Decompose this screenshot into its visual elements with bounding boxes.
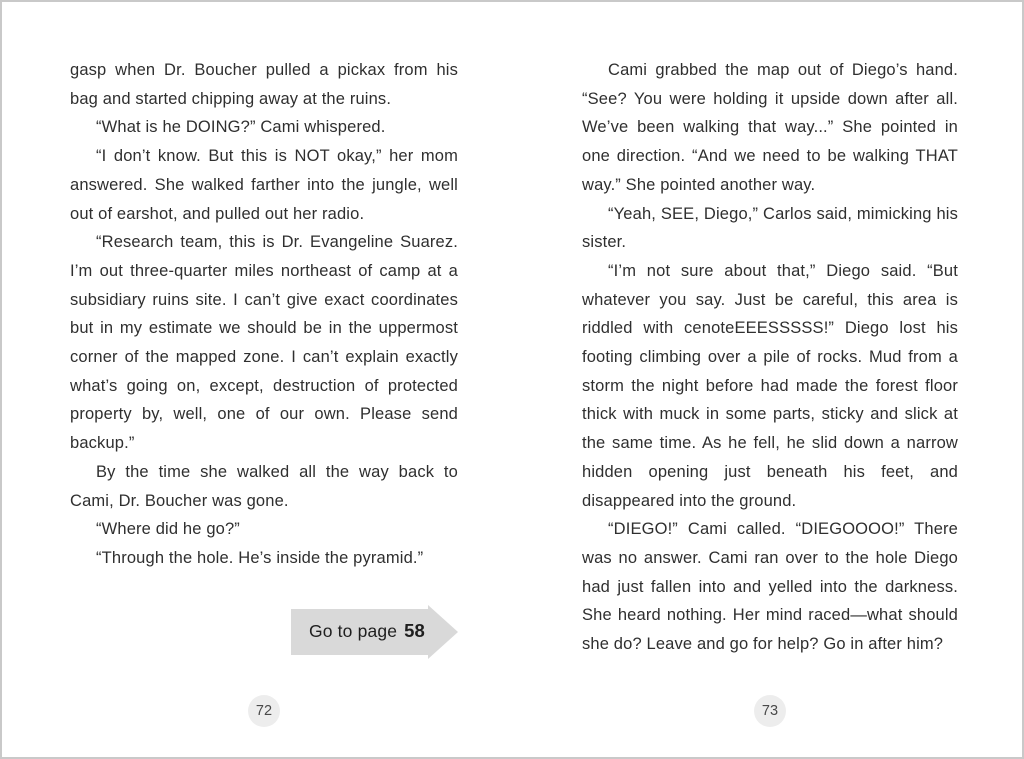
goto-page-arrow-body xyxy=(291,609,428,655)
paragraph: “I’m not sure about that,” Diego said. “But whatever you say. Just be careful, this area is riddled with cenoteEEESSSSS!” Diego lost his footing climbing over a pile of rocks. Mud from a storm the night before had made the forest floor thick with muck in some parts, sticky and slick at the same time. As he fell, he slid down a narrow hidden opening just beneath his feet, and disappeared into the ground. xyxy=(582,261,958,510)
goto-page-label: Go to page xyxy=(309,621,398,642)
paragraph: gasp when Dr. Boucher pulled a pickax from his bag and started chipping away at the ruins. xyxy=(70,61,458,108)
page-right-text xyxy=(582,56,958,659)
page-footer-right xyxy=(582,695,958,727)
page-number-badge: 72 xyxy=(248,695,280,727)
paragraph: “What is he DOING?” Cami whispered. xyxy=(96,118,386,137)
paragraph: Cami grabbed the map out of Diego’s hand. “See? You were holding it upside down after all. We’ve been walking that way...” She pointed in one direction. “And we need to be walking THAT way.” She pointed another way. xyxy=(582,61,958,194)
paragraph: By the time she walked all the way back to Cami, Dr. Boucher was gone. xyxy=(70,462,458,510)
paragraph: “Through the hole. He’s inside the pyramid.” xyxy=(96,548,424,567)
paragraph: “DIEGO!” Cami called. “DIEGOOOO!” There was no answer. Cami ran over to the hole Diego had just fallen into and yelled into the darkness. She heard nothing. Her mind raced—what should she do? Leave and go for help? Go in after him? xyxy=(582,520,958,654)
page-number-badge: 73 xyxy=(754,695,786,727)
page-footer-left xyxy=(70,695,458,727)
paragraph: “Research team, this is Dr. Evangeline Suarez. I’m out three-quarter miles northeast of camp at a subsidiary ruins site. I can’t give exact coordinates but in my estimate we should be in the uppermost corner of the mapped zone. I can’t explain exactly what’s going on, except, destruction of protected property by, well, one of our own. Please send backup.” xyxy=(70,233,458,453)
paragraph: “I don’t know. But this is NOT okay,” her mom answered. She walked farther into the jungle, well out of earshot, and pulled out her radio. xyxy=(70,147,458,223)
goto-page-number: 58 xyxy=(404,620,425,642)
paragraph: “Yeah, SEE, Diego,” Carlos said, mimicking his sister. xyxy=(582,204,958,252)
goto-page-callout[interactable] xyxy=(70,605,458,659)
arrow-right-icon xyxy=(428,605,458,659)
page-left-text xyxy=(70,56,458,659)
paragraph: “Where did he go?” xyxy=(96,520,240,539)
